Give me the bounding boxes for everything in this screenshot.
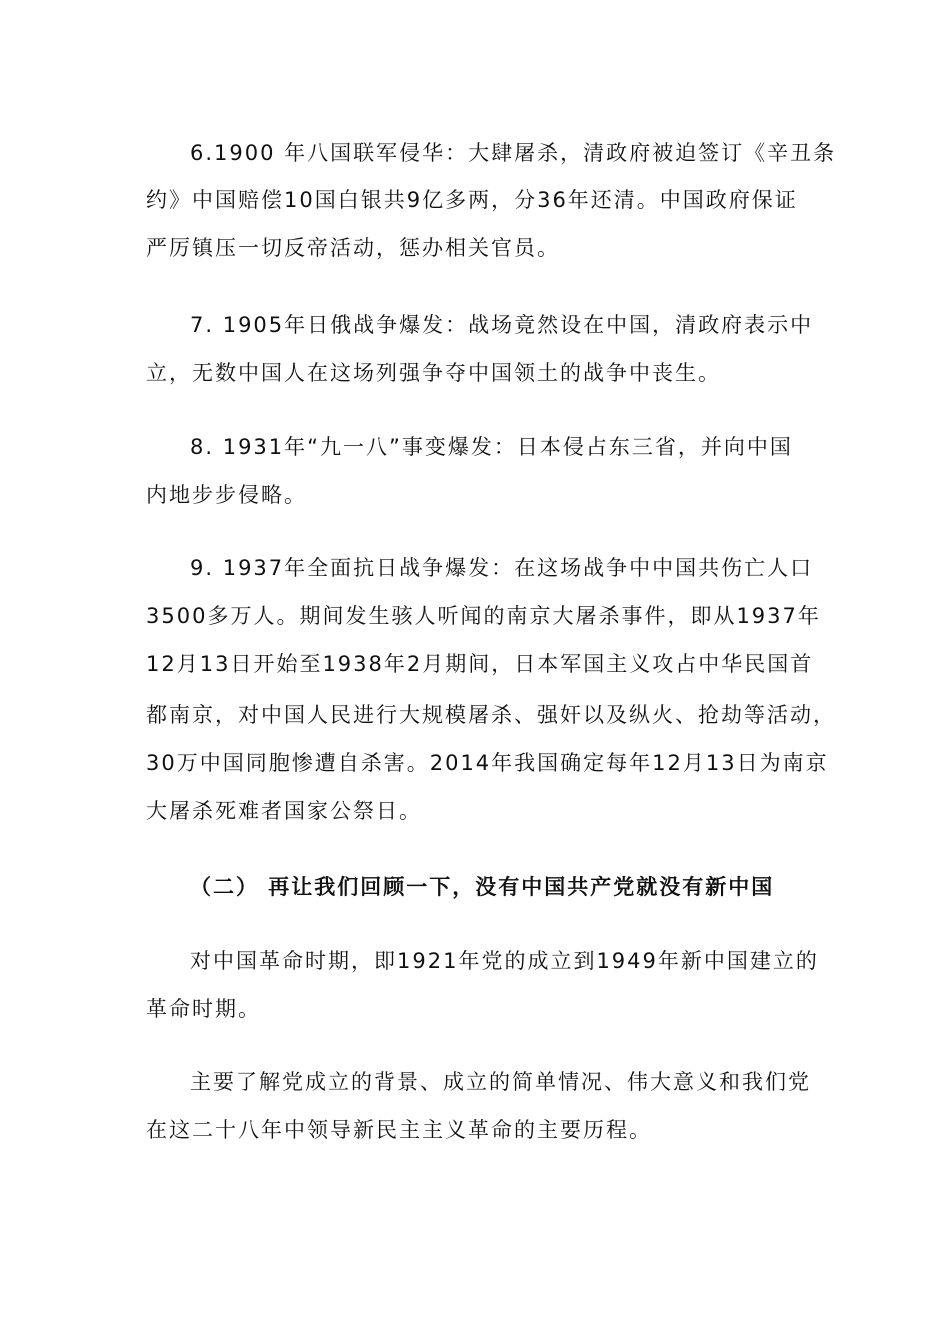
- paragraph-6-line-1: 6.1900 年八国联军侵华：大肆屠杀，清政府被迫签订《辛丑条: [190, 141, 837, 165]
- paragraph-6-line-2: 约》中国赔偿10国白银共9亿多两，分36年还清。中国政府保证: [146, 188, 798, 212]
- paragraph-8-line-2: 内地步步侵略。: [146, 483, 307, 507]
- paragraph-6-line-3: 严厉镇压一切反帝活动，惩办相关官员。: [146, 236, 560, 260]
- paragraph-9-line-1: 9. 1937年全面抗日战争爆发：在这场战争中中国共伤亡人口: [190, 556, 814, 580]
- paragraph-a-line-1: 对中国革命时期，即1921年党的成立到1949年新中国建立的: [190, 949, 819, 973]
- paragraph-8-line-1: 8. 1931年“九一八”事变爆发：日本侵占东三省，并向中国: [190, 435, 793, 459]
- paragraph-9-line-6: 大屠杀死难者国家公祭日。: [146, 799, 422, 823]
- paragraph-a-line-2: 革命时期。: [146, 997, 261, 1021]
- section-heading: （二） 再让我们回顾一下，没有中国共产党就没有新中国: [190, 875, 775, 899]
- paragraph-9-line-3: 12月13日开始至1938年2月期间，日本军国主义攻占中华民国首: [146, 652, 814, 676]
- paragraph-9-line-4: 都南京，对中国人民进行大规模屠杀、强奸以及纵火、抢劫等活动，: [146, 703, 836, 727]
- paragraph-9-line-5: 30万中国同胞惨遭自杀害。2014年我国确定每年12月13日为南京: [146, 751, 829, 775]
- paragraph-7-line-2: 立，无数中国人在这场列强争夺中国领土的战争中丧生。: [146, 361, 721, 385]
- paragraph-b-line-2: 在这二十八年中领导新民主主义革命的主要历程。: [146, 1118, 652, 1142]
- paragraph-9-line-2: 3500多万人。期间发生骇人听闻的南京大屠杀事件，即从1937年: [146, 604, 821, 628]
- paragraph-b-line-1: 主要了解党成立的背景、成立的简单情况、伟大意义和我们党: [190, 1070, 811, 1094]
- paragraph-7-line-1: 7. 1905年日俄战争爆发：战场竟然设在中国，清政府表示中: [190, 313, 814, 337]
